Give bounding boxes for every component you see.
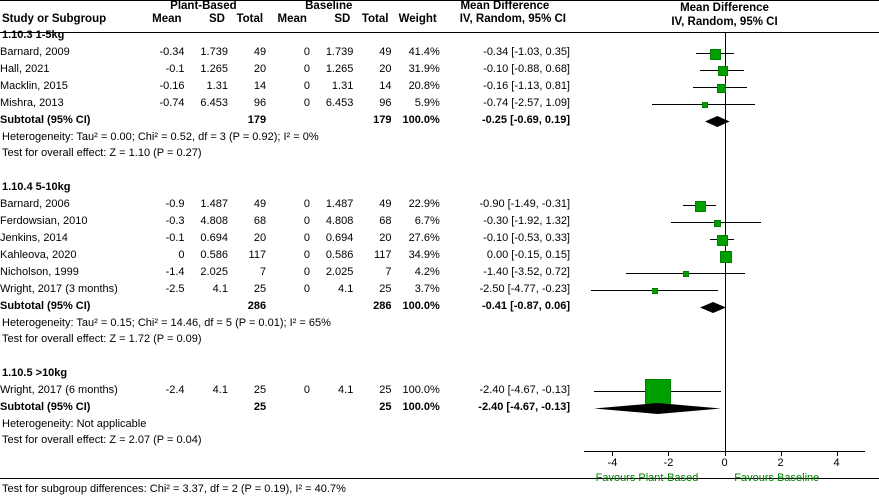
effect-estimate-marker — [695, 201, 706, 212]
study-total-2: 25 — [379, 384, 392, 396]
x-axis-tick — [612, 452, 613, 456]
study-mean-2: 0 — [303, 198, 310, 210]
study-mean-1: -0.9 — [165, 198, 185, 210]
effect-estimate-marker — [717, 84, 726, 93]
study-name: Barnard, 2009 — [0, 46, 70, 58]
study-ci: -2.40 [-4.67, -0.13] — [479, 384, 570, 396]
study-name: Nicholson, 1999 — [0, 266, 79, 278]
study-sd-1: 1.739 — [200, 46, 228, 58]
favours-right-label: Favours Baseline — [734, 472, 820, 484]
study-name: Barnard, 2006 — [0, 198, 70, 210]
x-axis-tick — [668, 452, 669, 456]
study-sd-2: 6.453 — [325, 97, 354, 109]
study-mean-1: -0.34 — [159, 46, 185, 58]
effect-estimate-marker — [645, 379, 671, 405]
study-mean-1: -0.16 — [159, 80, 185, 92]
study-total-1: 25 — [253, 283, 267, 295]
subtotal-ci: -2.40 [-4.67, -0.13] — [478, 401, 570, 413]
table-row — [0, 382, 570, 399]
subtotal-blank-2 — [185, 399, 228, 416]
study-sd-2: 1.265 — [325, 63, 354, 75]
subtotal-blank-4 — [310, 399, 353, 416]
study-mean-2: 0 — [303, 97, 310, 109]
spacer-row — [0, 161, 570, 179]
table-row — [0, 78, 570, 95]
header-mean-2: Mean — [277, 13, 307, 25]
study-sd-1: 6.453 — [200, 97, 228, 109]
header-group-plant-based: Plant-Based — [170, 0, 237, 12]
plot-title-line2: IV, Random, 95% CI — [671, 16, 778, 28]
study-total-1: 49 — [253, 198, 267, 210]
subtotal-blank-3 — [266, 298, 310, 315]
study-total-1: 7 — [259, 266, 267, 278]
study-total-2: 49 — [379, 46, 392, 58]
header-spacer — [0, 0, 141, 13]
study-total-2: 20 — [379, 63, 392, 75]
study-total-2: 25 — [379, 283, 392, 295]
study-sd-2: 0.586 — [325, 249, 354, 261]
header-sd-2: SD — [334, 13, 351, 25]
study-weight: 3.7% — [414, 283, 440, 295]
study-sd-1: 4.1 — [212, 384, 228, 396]
header-group-weight-spacer — [391, 0, 439, 13]
header-mean-1: Mean — [152, 13, 182, 25]
subtotal-blank-2 — [185, 112, 228, 129]
study-sd-2: 4.1 — [338, 384, 354, 396]
subtotal-ci: -0.25 [-0.69, 0.19] — [481, 114, 570, 126]
header-weight: Weight — [398, 13, 437, 25]
study-mean-2: 0 — [303, 80, 310, 92]
header-total-1: Total — [236, 13, 264, 25]
study-sd-2: 2.025 — [325, 266, 354, 278]
subtotal-total-2: 25 — [379, 401, 392, 413]
study-name: Wright, 2017 (6 months) — [0, 384, 118, 396]
study-mean-2: 0 — [303, 63, 310, 75]
study-mean-2: 0 — [303, 249, 310, 261]
x-axis-tick-label: 2 — [777, 457, 784, 469]
x-axis-tick — [781, 452, 782, 456]
table-row — [0, 44, 570, 61]
study-sd-1: 0.694 — [200, 232, 228, 244]
table-row — [0, 213, 570, 230]
subtotal-row — [0, 298, 570, 315]
subtotal-label: Subtotal (95% CI) — [0, 401, 91, 413]
study-weight: 20.8% — [408, 80, 440, 92]
header-sd-1: SD — [208, 13, 225, 25]
header-group-mean-difference: Mean Difference — [460, 0, 550, 12]
study-mean-2: 0 — [303, 215, 310, 227]
study-ci: -2.50 [-4.77, -0.23] — [479, 283, 570, 295]
effect-estimate-marker — [710, 49, 721, 60]
study-sd-2: 1.31 — [331, 80, 354, 92]
table-row — [0, 196, 570, 213]
spacer-row — [0, 347, 570, 365]
study-total-1: 20 — [253, 232, 267, 244]
subgroup-differences-test: Test for subgroup differences: Chi² = 3.37, df = 2 (P = 0.19), I² = 40.7% — [2, 483, 346, 495]
subtotal-blank-3 — [266, 112, 310, 129]
x-axis-tick — [725, 452, 726, 456]
subtotal-blank-2 — [185, 298, 228, 315]
subtotal-row — [0, 112, 570, 129]
study-mean-1: -0.3 — [165, 215, 185, 227]
subtotal-blank-4 — [310, 298, 353, 315]
subtotal-blank-3 — [266, 399, 310, 416]
subtotal-ci: -0.41 [-0.87, 0.06] — [481, 300, 570, 312]
study-mean-1: -1.4 — [165, 266, 185, 278]
study-sd-1: 1.265 — [200, 63, 228, 75]
subtotal-blank-1 — [141, 112, 185, 129]
study-mean-2: 0 — [303, 283, 310, 295]
study-ci: -0.90 [-1.49, -0.31] — [479, 198, 570, 210]
subtotal-blank-1 — [141, 298, 185, 315]
subtotal-total-2: 286 — [373, 300, 392, 312]
table-row — [0, 264, 570, 281]
overall-effect-text-row — [0, 432, 570, 448]
study-weight: 6.7% — [414, 215, 440, 227]
subtotal-weight: 100.0% — [402, 401, 440, 413]
x-axis-tick-label: -2 — [663, 457, 674, 469]
heterogeneity-text-row — [0, 315, 570, 331]
table-row — [0, 281, 570, 298]
study-sd-1: 0.586 — [200, 249, 228, 261]
subtotal-total-1: 286 — [247, 300, 267, 312]
study-name: Wright, 2017 (3 months) — [0, 283, 118, 295]
header-ci: IV, Random, 95% CI — [459, 13, 566, 25]
study-weight: 100.0% — [402, 384, 440, 396]
study-total-1: 68 — [253, 215, 267, 227]
study-ci: 0.00 [-0.15, 0.15] — [486, 249, 570, 261]
overall-effect-text: Test for overall effect: Z = 2.07 (P = 0.04) — [2, 434, 202, 446]
study-total-2: 68 — [379, 215, 392, 227]
subgroup-label: 1.10.5 >10kg — [2, 367, 68, 379]
study-weight: 31.9% — [408, 63, 440, 75]
table-row — [0, 61, 570, 78]
header-column-row — [0, 13, 570, 27]
header-group-baseline: Baseline — [305, 0, 353, 12]
study-mean-1: -0.74 — [159, 97, 185, 109]
heterogeneity-text: Heterogeneity: Tau² = 0.15; Chi² = 14.46, df = 5 (P = 0.01); I² = 65% — [2, 317, 331, 329]
subtotal-row — [0, 399, 570, 416]
study-total-2: 96 — [379, 97, 392, 109]
study-sd-2: 4.1 — [338, 283, 354, 295]
study-name: Jenkins, 2014 — [0, 232, 68, 244]
summary-diamond — [705, 116, 730, 127]
summary-diamond — [700, 302, 726, 313]
study-mean-1: -0.1 — [165, 232, 185, 244]
subtotal-total-1: 25 — [253, 401, 267, 413]
summary-diamond — [594, 403, 721, 414]
study-weight: 5.9% — [414, 97, 440, 109]
study-mean-1: 0 — [178, 249, 185, 261]
overall-effect-text: Test for overall effect: Z = 1.72 (P = 0.09) — [2, 333, 202, 345]
effect-estimate-marker — [714, 220, 721, 227]
study-mean-2: 0 — [303, 266, 310, 278]
study-mean-2: 0 — [303, 232, 310, 244]
header-total-2: Total — [361, 13, 389, 25]
study-total-1: 49 — [253, 46, 267, 58]
study-name: Ferdowsian, 2010 — [0, 215, 88, 227]
study-ci: -1.40 [-3.52, 0.72] — [483, 266, 570, 278]
x-axis-tick-label: -4 — [607, 457, 618, 469]
study-mean-1: -0.1 — [165, 63, 185, 75]
spacer-cell — [0, 161, 570, 179]
heterogeneity-text: Heterogeneity: Not applicable — [2, 418, 147, 430]
study-total-1: 20 — [253, 63, 267, 75]
study-total-2: 14 — [379, 80, 392, 92]
study-total-1: 96 — [253, 97, 267, 109]
heterogeneity-text-row — [0, 416, 570, 432]
study-sd-2: 1.487 — [325, 198, 354, 210]
study-name: Macklin, 2015 — [0, 80, 68, 92]
subtotal-weight: 100.0% — [402, 114, 440, 126]
subtotal-label: Subtotal (95% CI) — [0, 114, 91, 126]
overall-effect-text: Test for overall effect: Z = 1.10 (P = 0.27) — [2, 147, 202, 159]
header-group-row — [0, 0, 570, 13]
study-sd-2: 4.808 — [325, 215, 354, 227]
effect-estimate-marker — [702, 102, 708, 108]
study-weight: 27.6% — [408, 232, 440, 244]
table-row — [0, 230, 570, 247]
study-mean-2: 0 — [303, 46, 310, 58]
study-name: Kahleova, 2020 — [0, 249, 77, 261]
study-total-2: 49 — [379, 198, 392, 210]
study-sd-1: 1.487 — [200, 198, 228, 210]
study-sd-1: 2.025 — [200, 266, 228, 278]
subtotal-blank-4 — [310, 112, 353, 129]
table-header — [0, 0, 570, 27]
effect-estimate-marker — [652, 288, 658, 294]
subgroup-label: 1.10.3 1-5kg — [2, 29, 65, 41]
heterogeneity-text-row — [0, 129, 570, 145]
table-body — [0, 27, 570, 448]
study-ci: -0.16 [-1.13, 0.81] — [483, 80, 570, 92]
effect-estimate-marker — [717, 235, 728, 246]
subtotal-blank-1 — [141, 399, 185, 416]
effect-estimate-marker — [720, 251, 732, 263]
study-total-2: 7 — [385, 266, 392, 278]
effect-estimate-marker — [718, 66, 728, 76]
subtotal-label: Subtotal (95% CI) — [0, 300, 91, 312]
table-row — [0, 247, 570, 264]
x-axis-tick-label: 0 — [721, 457, 728, 469]
study-sd-1: 4.1 — [212, 283, 228, 295]
study-total-2: 117 — [373, 249, 392, 261]
study-name: Mishra, 2013 — [0, 97, 64, 109]
study-total-1: 25 — [253, 384, 267, 396]
heterogeneity-text: Heterogeneity: Tau² = 0.00; Chi² = 0.52, df = 3 (P = 0.92); I² = 0% — [2, 131, 319, 143]
study-ci: -0.10 [-0.53, 0.33] — [483, 232, 570, 244]
study-weight: 22.9% — [408, 198, 440, 210]
table-row — [0, 95, 570, 112]
plot-title-line1: Mean Difference — [680, 2, 769, 14]
header-study-or-subgroup: Study or Subgroup — [2, 13, 107, 25]
overall-effect-text-row — [0, 145, 570, 161]
favours-left-label: Favours Plant-Based — [595, 472, 699, 484]
study-weight: 41.4% — [408, 46, 440, 58]
x-axis-tick-label: 4 — [833, 457, 840, 469]
study-ci: -0.30 [-1.92, 1.32] — [483, 215, 570, 227]
overall-effect-text-row — [0, 331, 570, 347]
study-sd-2: 0.694 — [325, 232, 354, 244]
study-ci: -0.74 [-2.57, 1.09] — [483, 97, 570, 109]
subgroup-label: 1.10.4 5-10kg — [2, 181, 71, 193]
study-sd-1: 1.31 — [206, 80, 228, 92]
study-ci: -0.34 [-1.03, 0.35] — [483, 46, 570, 58]
subtotal-total-1: 179 — [247, 114, 267, 126]
study-mean-1: -2.5 — [165, 283, 185, 295]
study-total-1: 14 — [253, 80, 267, 92]
study-ci: -0.10 [-0.88, 0.68] — [483, 63, 570, 75]
study-sd-1: 4.808 — [200, 215, 228, 227]
subgroup-heading-row — [0, 365, 570, 382]
study-mean-2: 0 — [303, 384, 310, 396]
study-total-2: 20 — [379, 232, 392, 244]
subtotal-total-2: 179 — [373, 114, 392, 126]
x-axis-tick — [837, 452, 838, 456]
subgroup-heading-row — [0, 179, 570, 196]
study-mean-1: -2.4 — [165, 384, 185, 396]
forest-plot-panel — [570, 0, 879, 496]
effect-estimate-marker — [683, 271, 689, 277]
subtotal-weight: 100.0% — [402, 300, 440, 312]
study-weight: 4.2% — [414, 266, 440, 278]
spacer-cell — [0, 347, 570, 365]
study-sd-2: 1.739 — [325, 46, 354, 58]
subgroup-heading-row — [0, 27, 570, 44]
study-total-1: 117 — [248, 249, 267, 261]
study-name: Hall, 2021 — [0, 63, 50, 75]
study-weight: 34.9% — [408, 249, 440, 261]
